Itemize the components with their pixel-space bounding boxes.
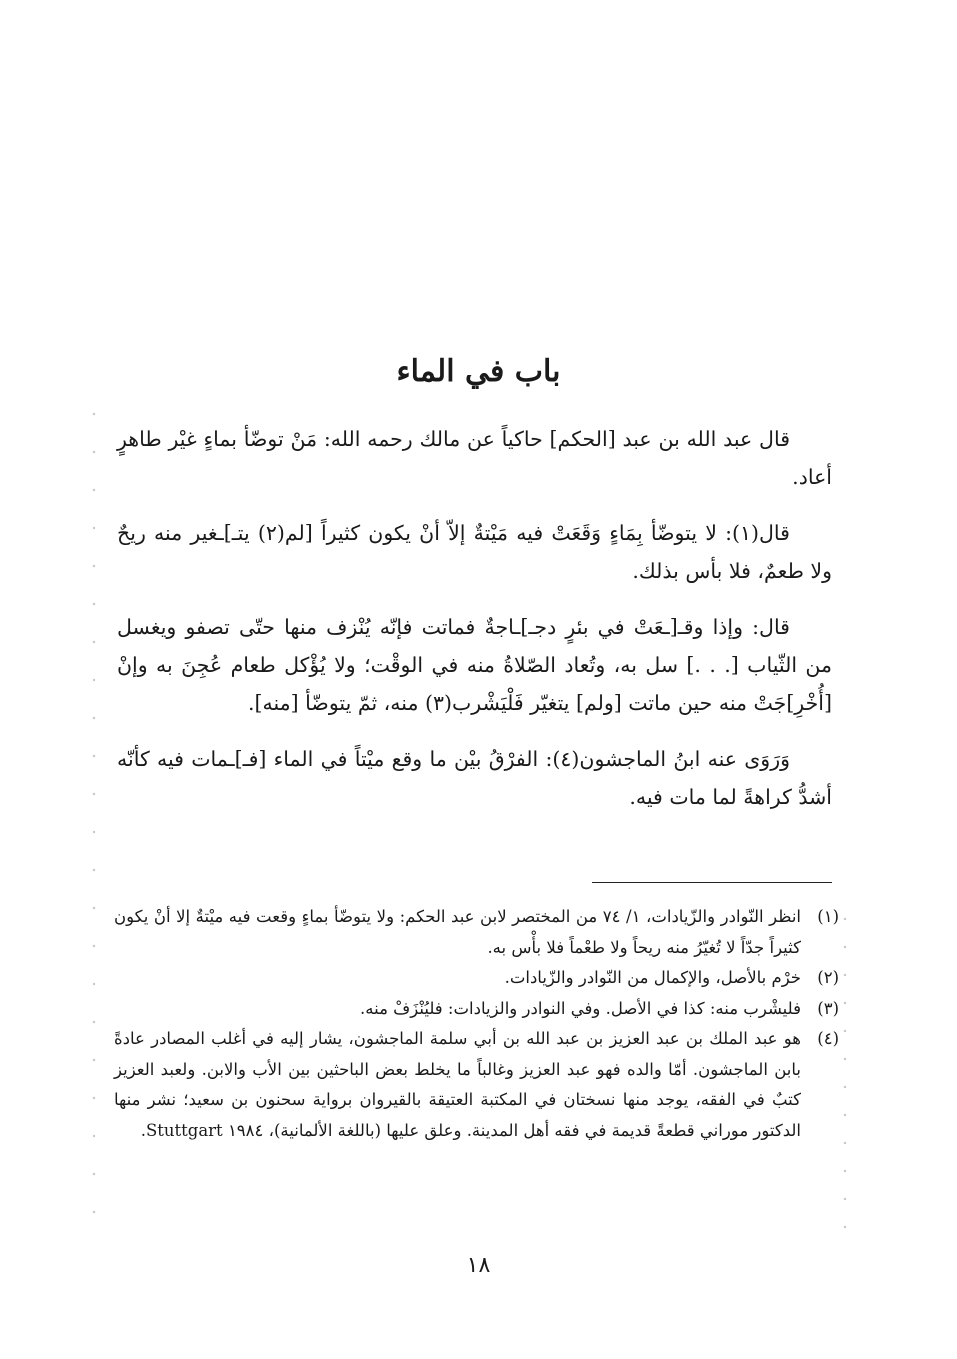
footnote-number: (٢) xyxy=(817,968,839,987)
footnote xyxy=(114,963,839,994)
paragraph: قال(١): لا يتوضّأ بِمَاءٍ وَقَعَتْ فيه مَيْتةٌ إلاّ أنْ يكون كثيراً [لم(٢) يتـ]ـغير منه ريحٌ ولا طعمٌ، فلا بأس بذلك. xyxy=(117,521,832,583)
footnote xyxy=(114,902,839,963)
footnotes xyxy=(114,902,839,1146)
paragraph: قال: وإذا وقـ[ـعَتْ في بئرٍ دجـ]ـاجةٌ فماتت فإنّه يُنْزف منها حتّى تصفو ويغسل من الثّياب [. . .] سل به، وتُعاد الصّلاةُ منه في الوقْت؛ ولا يُؤْكل طعام عُجِنَ به وإنْ [أُخْرِ]جَتْ منه حين ماتت [ولم] يتغيّر فَلْيَشْرب(٣) منه، ثمّ يتوضّأ [منه]. xyxy=(117,615,832,715)
footnote-text: خرْم بالأصل، والإكمال من النّوادر والزّيادات. xyxy=(504,968,801,987)
left-margin-dots xyxy=(92,395,96,1245)
footnote-text: انظر النّوادر والزّيادات، ١/ ٧٤ من المختصر لابن عبد الحكم: ولا يتوضّأ بماءٍ وقعت فيه ميْتةٌ إلا أنْ يكون كثيراً جدّاً لا تُغيّرُ منه ريحاً ولا طعْماً فلا بأْس به. xyxy=(114,907,801,957)
paragraph: وَرَوَى عنه ابنُ الماجشون(٤): الفرْقُ بيْن ما وقع ميْتاً في الماء [فـ]ـمات فيه كأنّه أشدُّ كراهةً لما مات فيه. xyxy=(117,747,832,809)
paragraph: قال عبد الله بن عبد [الحكم] حاكياً عن مالك رحمه الله: مَنْ توضّأ بماءٍ غيْر طاهرٍ أعاد. xyxy=(117,427,832,489)
main-text xyxy=(117,420,832,834)
footnote-text: هو عبد الملك بن عبد العزيز بن عبد الله بن أبي سلمة الماجشون، يشار إليه في أغلب المصادر عادةً بابن الماجشون. أمّا والده فهو عبد العزيز وغالباً ما يخلط بعض الباحثين بين الأب والابن. ولعبد العزيز كتبٌ في الفقه، يوجد منها نسختان في المكتبة العتيقة بالقيروان برواية سحنون بن سعيد؛ نشر منها الدكتور موراني قطعةً قديمة في فقه أهل المدينة. وعلق عليها (باللغة الألمانية)، ١٩٨٤ Stuttgart. xyxy=(114,1029,801,1140)
chapter-title: باب في الماء xyxy=(396,354,561,390)
footnote-number: (٣) xyxy=(817,998,839,1018)
footnote xyxy=(114,1024,839,1146)
footnote-number: (١) xyxy=(817,907,839,926)
right-margin-dots xyxy=(843,905,847,1235)
footnote xyxy=(114,994,839,1025)
footnote-number: (٤) xyxy=(817,1029,839,1048)
page-number: ١٨ xyxy=(466,1253,491,1278)
footnote-text: فليشْرب منه: كذا في الأصل. وفي النوادر والزيادات: فليُنْزَفْ منه. xyxy=(360,998,801,1018)
footnote-separator xyxy=(592,882,832,883)
